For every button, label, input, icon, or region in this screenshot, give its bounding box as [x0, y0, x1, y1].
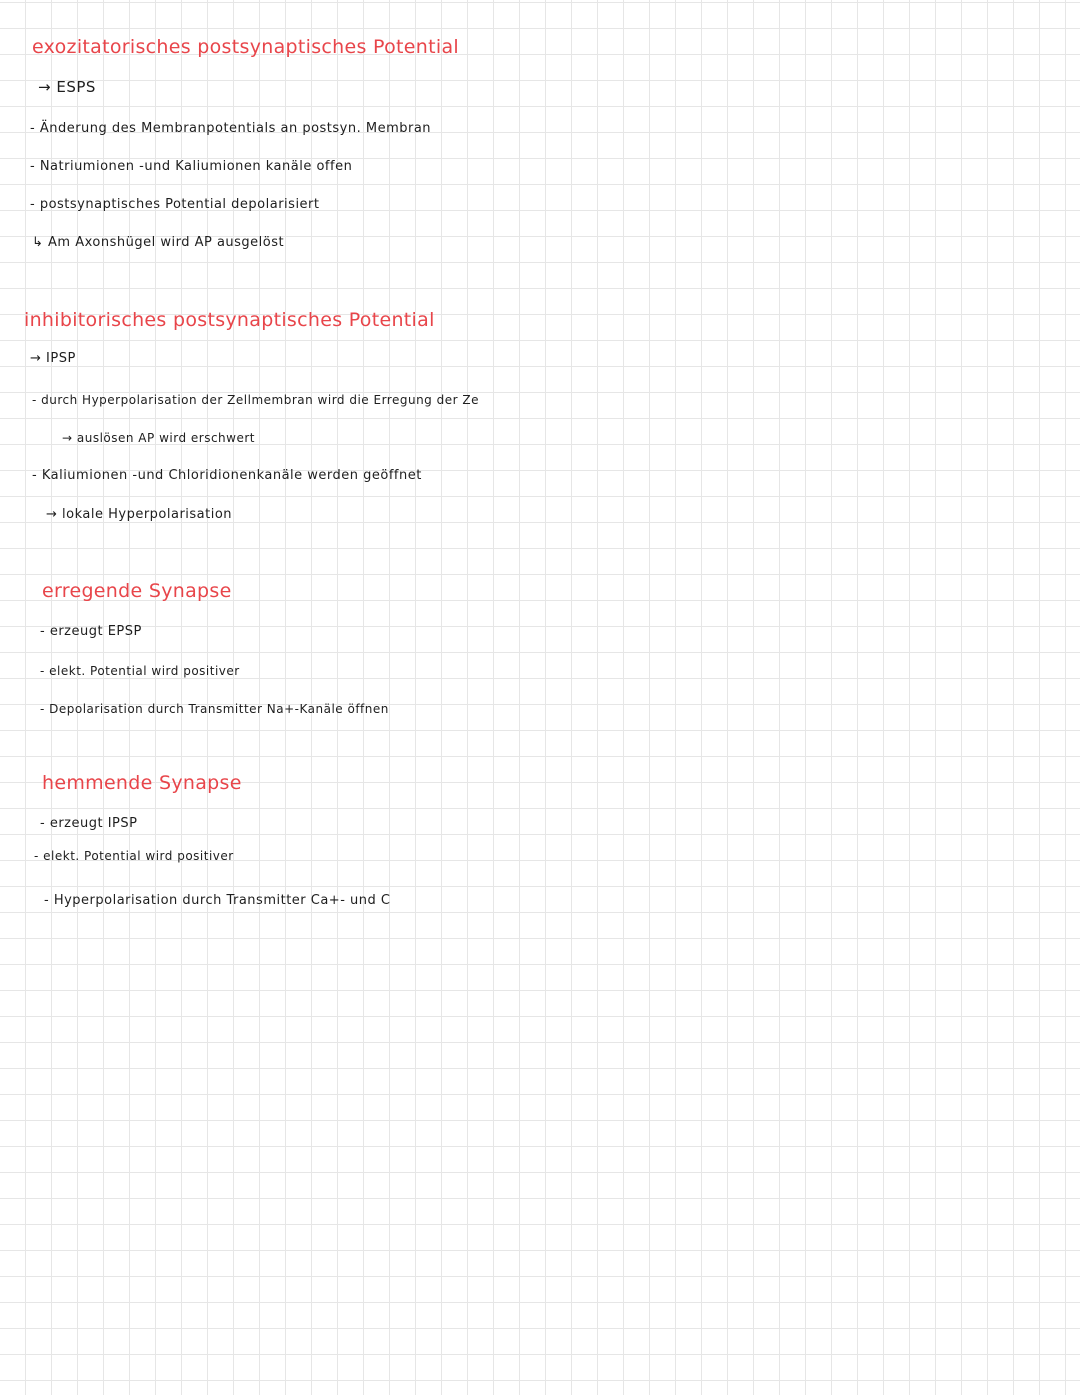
- note-line: - Kaliumionen -und Chloridionenkanäle werden geöffnet: [32, 468, 422, 483]
- note-line: - erzeugt IPSP: [40, 816, 138, 831]
- note-line: ↳ Am Axonshügel wird AP ausgelöst: [32, 235, 285, 250]
- heading-excitatory-potential: exozitatorisches postsynaptisches Potential: [32, 36, 459, 58]
- heading-excitatory-synapse: erregende Synapse: [42, 580, 232, 602]
- abbreviation-esps: → ESPS: [38, 78, 96, 96]
- note-line: - Änderung des Membranpotentials an postsyn. Membran: [30, 121, 432, 136]
- note-line: - erzeugt EPSP: [40, 624, 142, 639]
- note-line: - Natriumionen -und Kaliumionen kanäle offen: [30, 159, 353, 174]
- note-line: - Depolarisation durch Transmitter Na+-Kanäle öffnen: [40, 702, 389, 716]
- note-line: - postsynaptisches Potential depolarisiert: [30, 197, 320, 212]
- abbreviation-ipsp: → IPSP: [30, 351, 76, 366]
- heading-inhibitory-potential: inhibitorisches postsynaptisches Potential: [24, 309, 435, 331]
- heading-inhibitory-synapse: hemmende Synapse: [42, 772, 242, 794]
- note-line: - elekt. Potential wird positiver: [40, 664, 240, 678]
- note-line: → auslösen AP wird erschwert: [62, 431, 255, 445]
- note-line: - Hyperpolarisation durch Transmitter Ca+- und C: [44, 893, 391, 908]
- note-line: - durch Hyperpolarisation der Zellmembran wird die Erregung der Ze: [32, 393, 479, 407]
- note-line: - elekt. Potential wird positiver: [34, 849, 234, 863]
- note-line: → lokale Hyperpolarisation: [46, 507, 233, 522]
